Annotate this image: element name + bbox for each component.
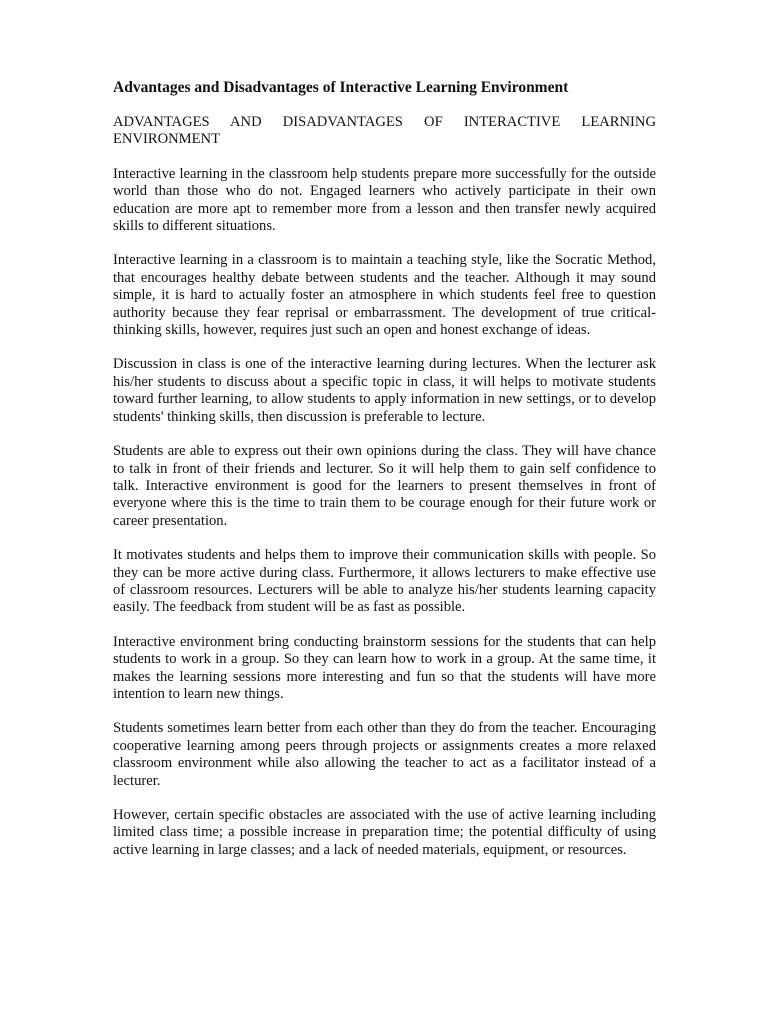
- paragraph-6: Interactive environment bring conducting brainstorm sessions for the students that can help students to work in a group. So they can learn how to work in a group. At the same time, it makes the learning sessions more interesting and fun so that the students will have more intention to learn new things.: [113, 633, 656, 702]
- paragraph-3: Discussion in class is one of the interactive learning during lectures. When the lecturer ask his/her students to discuss about a specific topic in class, it will helps to motivate students toward further learning, to allow students to apply information in new settings, or to develop students' thinking skills, then discussion is preferable to lecture.: [113, 356, 656, 425]
- document-page: [113, 78, 656, 876]
- paragraph-5: It motivates students and helps them to improve their communication skills with people. So they can be more active during class. Furthermore, it allows lecturers to make effective use of classroom resources. Lecturers will be able to analyze his/her students learning capacity easily. The feedback from student will be as fast as possible.: [113, 547, 656, 616]
- paragraph-8: However, certain specific obstacles are associated with the use of active learning including limited class time; a possible increase in preparation time; the potential difficulty of using active learning in large classes; and a lack of needed materials, equipment, or resources.: [113, 807, 656, 858]
- paragraph-7: Students sometimes learn better from each other than they do from the teacher. Encouraging cooperative learning among peers through projects or assignments creates a more relaxed classroom environment while also allowing the teacher to act as a facilitator instead of a lecturer.: [113, 720, 656, 789]
- document-heading: ADVANTAGES AND DISADVANTAGES OF INTERACTIVE LEARNING ENVIRONMENT: [113, 114, 656, 148]
- document-title: Advantages and Disadvantages of Interactive Learning Environment: [113, 79, 569, 96]
- paragraph-1: Interactive learning in the classroom help students prepare more successfully for the outside world than those who do not. Engaged learners who actively participate in their own education are more apt to remember more from a lesson and then transfer newly acquired skills to different situations.: [113, 165, 656, 235]
- paragraph-4: Students are able to express out their own opinions during the class. They will have chance to talk in front of their friends and lecturer. So it will help them to gain self confidence to talk. Interactive environment is good for the learners to present themselves in front of everyone where this is the time to train them to be courage enough for their future work or career presentation.: [113, 443, 656, 529]
- paragraph-2: Interactive learning in a classroom is to maintain a teaching style, like the Socratic Method, that encourages healthy debate between students and the teacher. Although it may sound simple, it is hard to actually foster an atmosphere in which students feel free to question authority because they fear reprisal or embarrassment. The development of true critical-thinking skills, however, requires just such an open and honest exchange of ideas.: [113, 252, 656, 339]
